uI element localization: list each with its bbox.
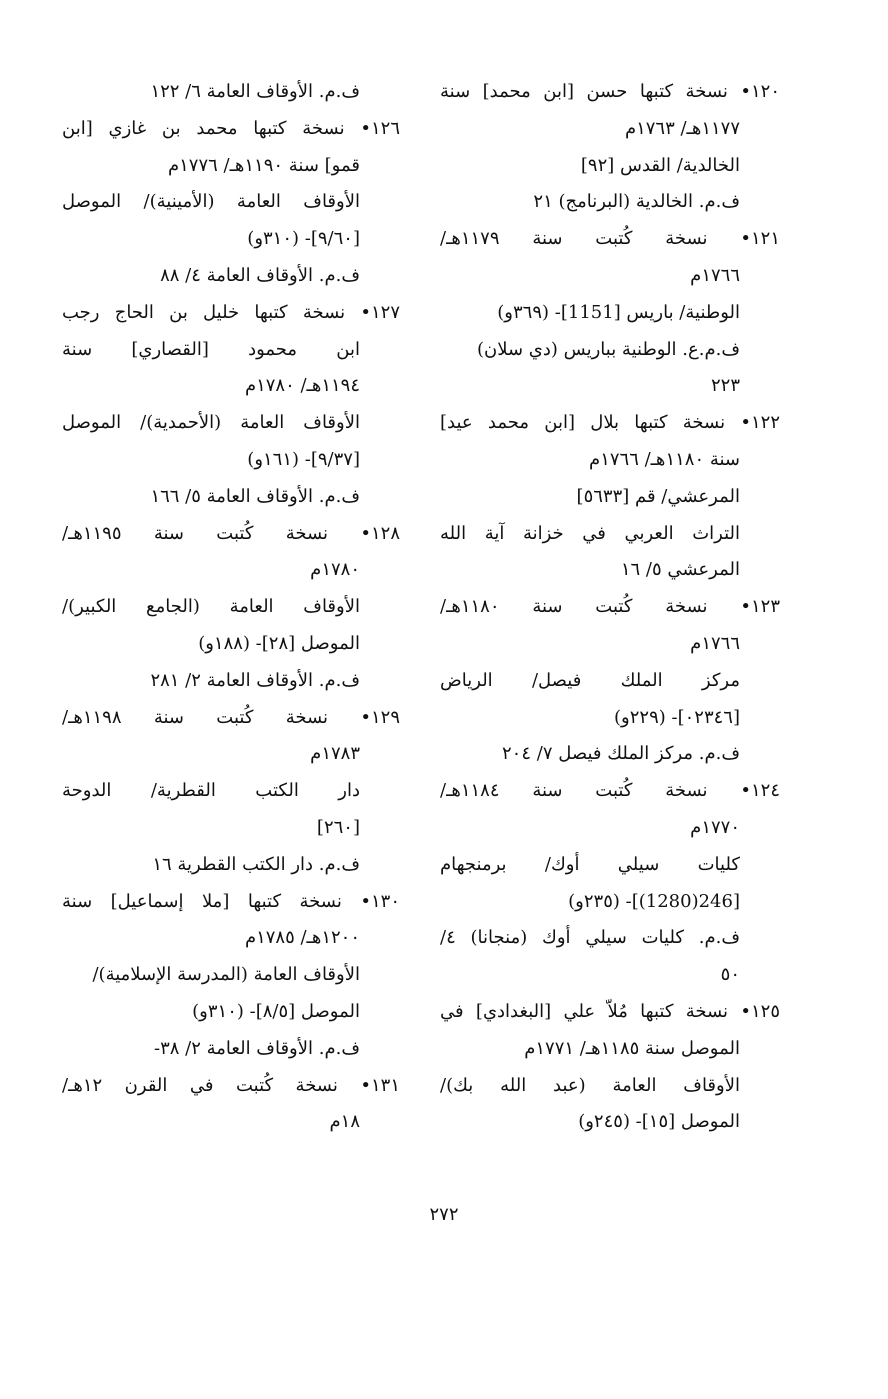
right-column-line: مركز الملك فيصل/ الرياض xyxy=(440,669,740,691)
left-column-entry-heading: ١٢٨• نسخة كُتبت سنة ١١٩٥هـ/ xyxy=(62,522,400,544)
right-column-line: التراث العربي في خزانة آية الله xyxy=(440,522,740,544)
right-column-line: ف.م.ع. الوطنية بباريس (دي سلان) xyxy=(477,338,740,360)
left-column-line: ١٢٠٠هـ/ ١٧٨٥م xyxy=(244,927,360,949)
right-column-line: ٥٠ xyxy=(720,964,740,986)
left-column-line: ف.م. الأوقاف العامة ٤/ ٨٨ xyxy=(160,264,360,286)
left-column-entry-heading: ١٢٩• نسخة كُتبت سنة ١١٩٨هـ/ xyxy=(62,706,400,728)
right-column-line: ١٧٧٠م xyxy=(690,816,740,838)
left-column-line: ف.م. الأوقاف العامة ٢/ ٣٨- xyxy=(154,1037,360,1059)
right-column-line: ٢٢٣ xyxy=(710,375,740,397)
right-column-line: المرعشي/ قم [٥٦٣٣] xyxy=(576,485,740,507)
right-column-entry-heading: ١٢١• نسخة كُتبت سنة ١١٧٩هـ/ xyxy=(440,228,780,250)
right-column-entry-heading: ١٢٣• نسخة كُتبت سنة ١١٨٠هـ/ xyxy=(440,596,780,618)
right-column-line: [246(1280)]- (٢٣٥و) xyxy=(568,890,740,912)
left-column-entry-heading: ١٣٠• نسخة كتبها [ملا إسماعيل] سنة xyxy=(62,890,400,912)
right-column-line: سنة ١١٨٠هـ/ ١٧٦٦م xyxy=(589,448,740,470)
left-column-line: ف.م. الأوقاف العامة ٦/ ١٢٢ xyxy=(150,81,360,102)
left-column-line: [٩/٦٠]- (٣١٠و) xyxy=(247,228,360,250)
right-column-line: الوطنية/ باريس [1151]- (٣٦٩و) xyxy=(497,301,740,323)
right-column-entry-heading: ١٢٤• نسخة كُتبت سنة ١١٨٤هـ/ xyxy=(440,780,780,802)
right-column-line: الموصل [١٥]- (٢٤٥و) xyxy=(578,1111,740,1133)
right-column xyxy=(440,74,780,1141)
right-column-entry-heading: ١٢٢• نسخة كتبها بلال [ابن محمد عيد] xyxy=(440,412,780,434)
right-column-entry-heading: ١٢٠• نسخة كتبها حسن [ابن محمد] سنة xyxy=(440,81,780,102)
right-column-line: ١٧٦٦م xyxy=(690,264,740,286)
left-column xyxy=(62,74,400,1141)
left-column-line: دار الكتب القطرية/ الدوحة xyxy=(62,780,360,802)
right-column-line: ف.م. كليات سيلي أوك (منجانا) ٤/ xyxy=(440,927,740,949)
right-column-line: [٠٢٣٤٦]- (٢٢٩و) xyxy=(614,706,740,728)
left-column-line: الأوقاف العامة (المدرسة الإسلامية)/ xyxy=(92,964,360,986)
right-column-line: الأوقاف العامة (عبد الله بك)/ xyxy=(440,1074,740,1096)
left-column-line: ١٧٨٠م xyxy=(310,559,360,581)
left-column-line: ١٧٨٣م xyxy=(310,743,360,765)
left-column-entry-heading: ١٣١• نسخة كُتبت في القرن ١٢هـ/ xyxy=(62,1074,400,1096)
left-column-line: الأوقاف العامة (الأمينية)/ الموصل xyxy=(62,191,360,213)
right-column-line: المرعشي ٥/ ١٦ xyxy=(620,559,740,581)
left-column-line: ف.م. الأوقاف العامة ٥/ ١٦٦ xyxy=(150,485,360,507)
left-column-line: قمو] سنة ١١٩٠هـ/ ١٧٧٦م xyxy=(167,154,360,176)
right-column-line: ١١٧٧هـ/ ١٧٦٣م xyxy=(624,117,740,139)
right-column-line: الخالدية/ القدس [٩٢] xyxy=(580,154,740,176)
right-column-line: الموصل سنة ١١٨٥هـ/ ١٧٧١م xyxy=(524,1037,740,1059)
left-column-line: ف.م. الأوقاف العامة ٢/ ٢٨١ xyxy=(150,669,360,691)
page-number: ٢٧٢ xyxy=(429,1204,459,1225)
left-column-entry-heading: ١٢٧• نسخة كتبها خليل بن الحاج رجب xyxy=(62,301,400,323)
left-column-line: ابن محمود [القصاري] سنة xyxy=(62,338,360,360)
left-column-line: الموصل [٨/٥]- (٣١٠و) xyxy=(192,1000,360,1022)
left-column-line: [٩/٣٧]- (١٦١و) xyxy=(247,448,360,470)
left-column-line: الموصل [٢٨]- (١٨٨و) xyxy=(198,632,360,654)
left-column-line: الأوقاف العامة (الجامع الكبير)/ xyxy=(62,596,360,618)
right-column-line: ١٧٦٦م xyxy=(690,632,740,654)
right-column-line: ف.م. الخالدية (البرنامج) ٢١ xyxy=(533,191,740,213)
right-column-line: ف.م. مركز الملك فيصل ٧/ ٢٠٤ xyxy=(502,743,740,765)
left-column-line: ف.م. دار الكتب القطرية ١٦ xyxy=(152,853,360,875)
left-column-line: ١٨م xyxy=(329,1111,360,1133)
left-column-line: الأوقاف العامة (الأحمدية)/ الموصل xyxy=(62,412,360,434)
right-column-line: كليات سيلي أوك/ برمنجهام xyxy=(440,853,740,875)
left-column-line: [٢٦٠] xyxy=(316,816,360,838)
left-column-entry-heading: ١٢٦• نسخة كتبها محمد بن غازي [ابن xyxy=(62,117,400,139)
right-column-entry-heading: ١٢٥• نسخة كتبها مُلاّ علي [البغدادي] في xyxy=(440,1000,780,1022)
left-column-line: ١١٩٤هـ/ ١٧٨٠م xyxy=(244,375,360,397)
